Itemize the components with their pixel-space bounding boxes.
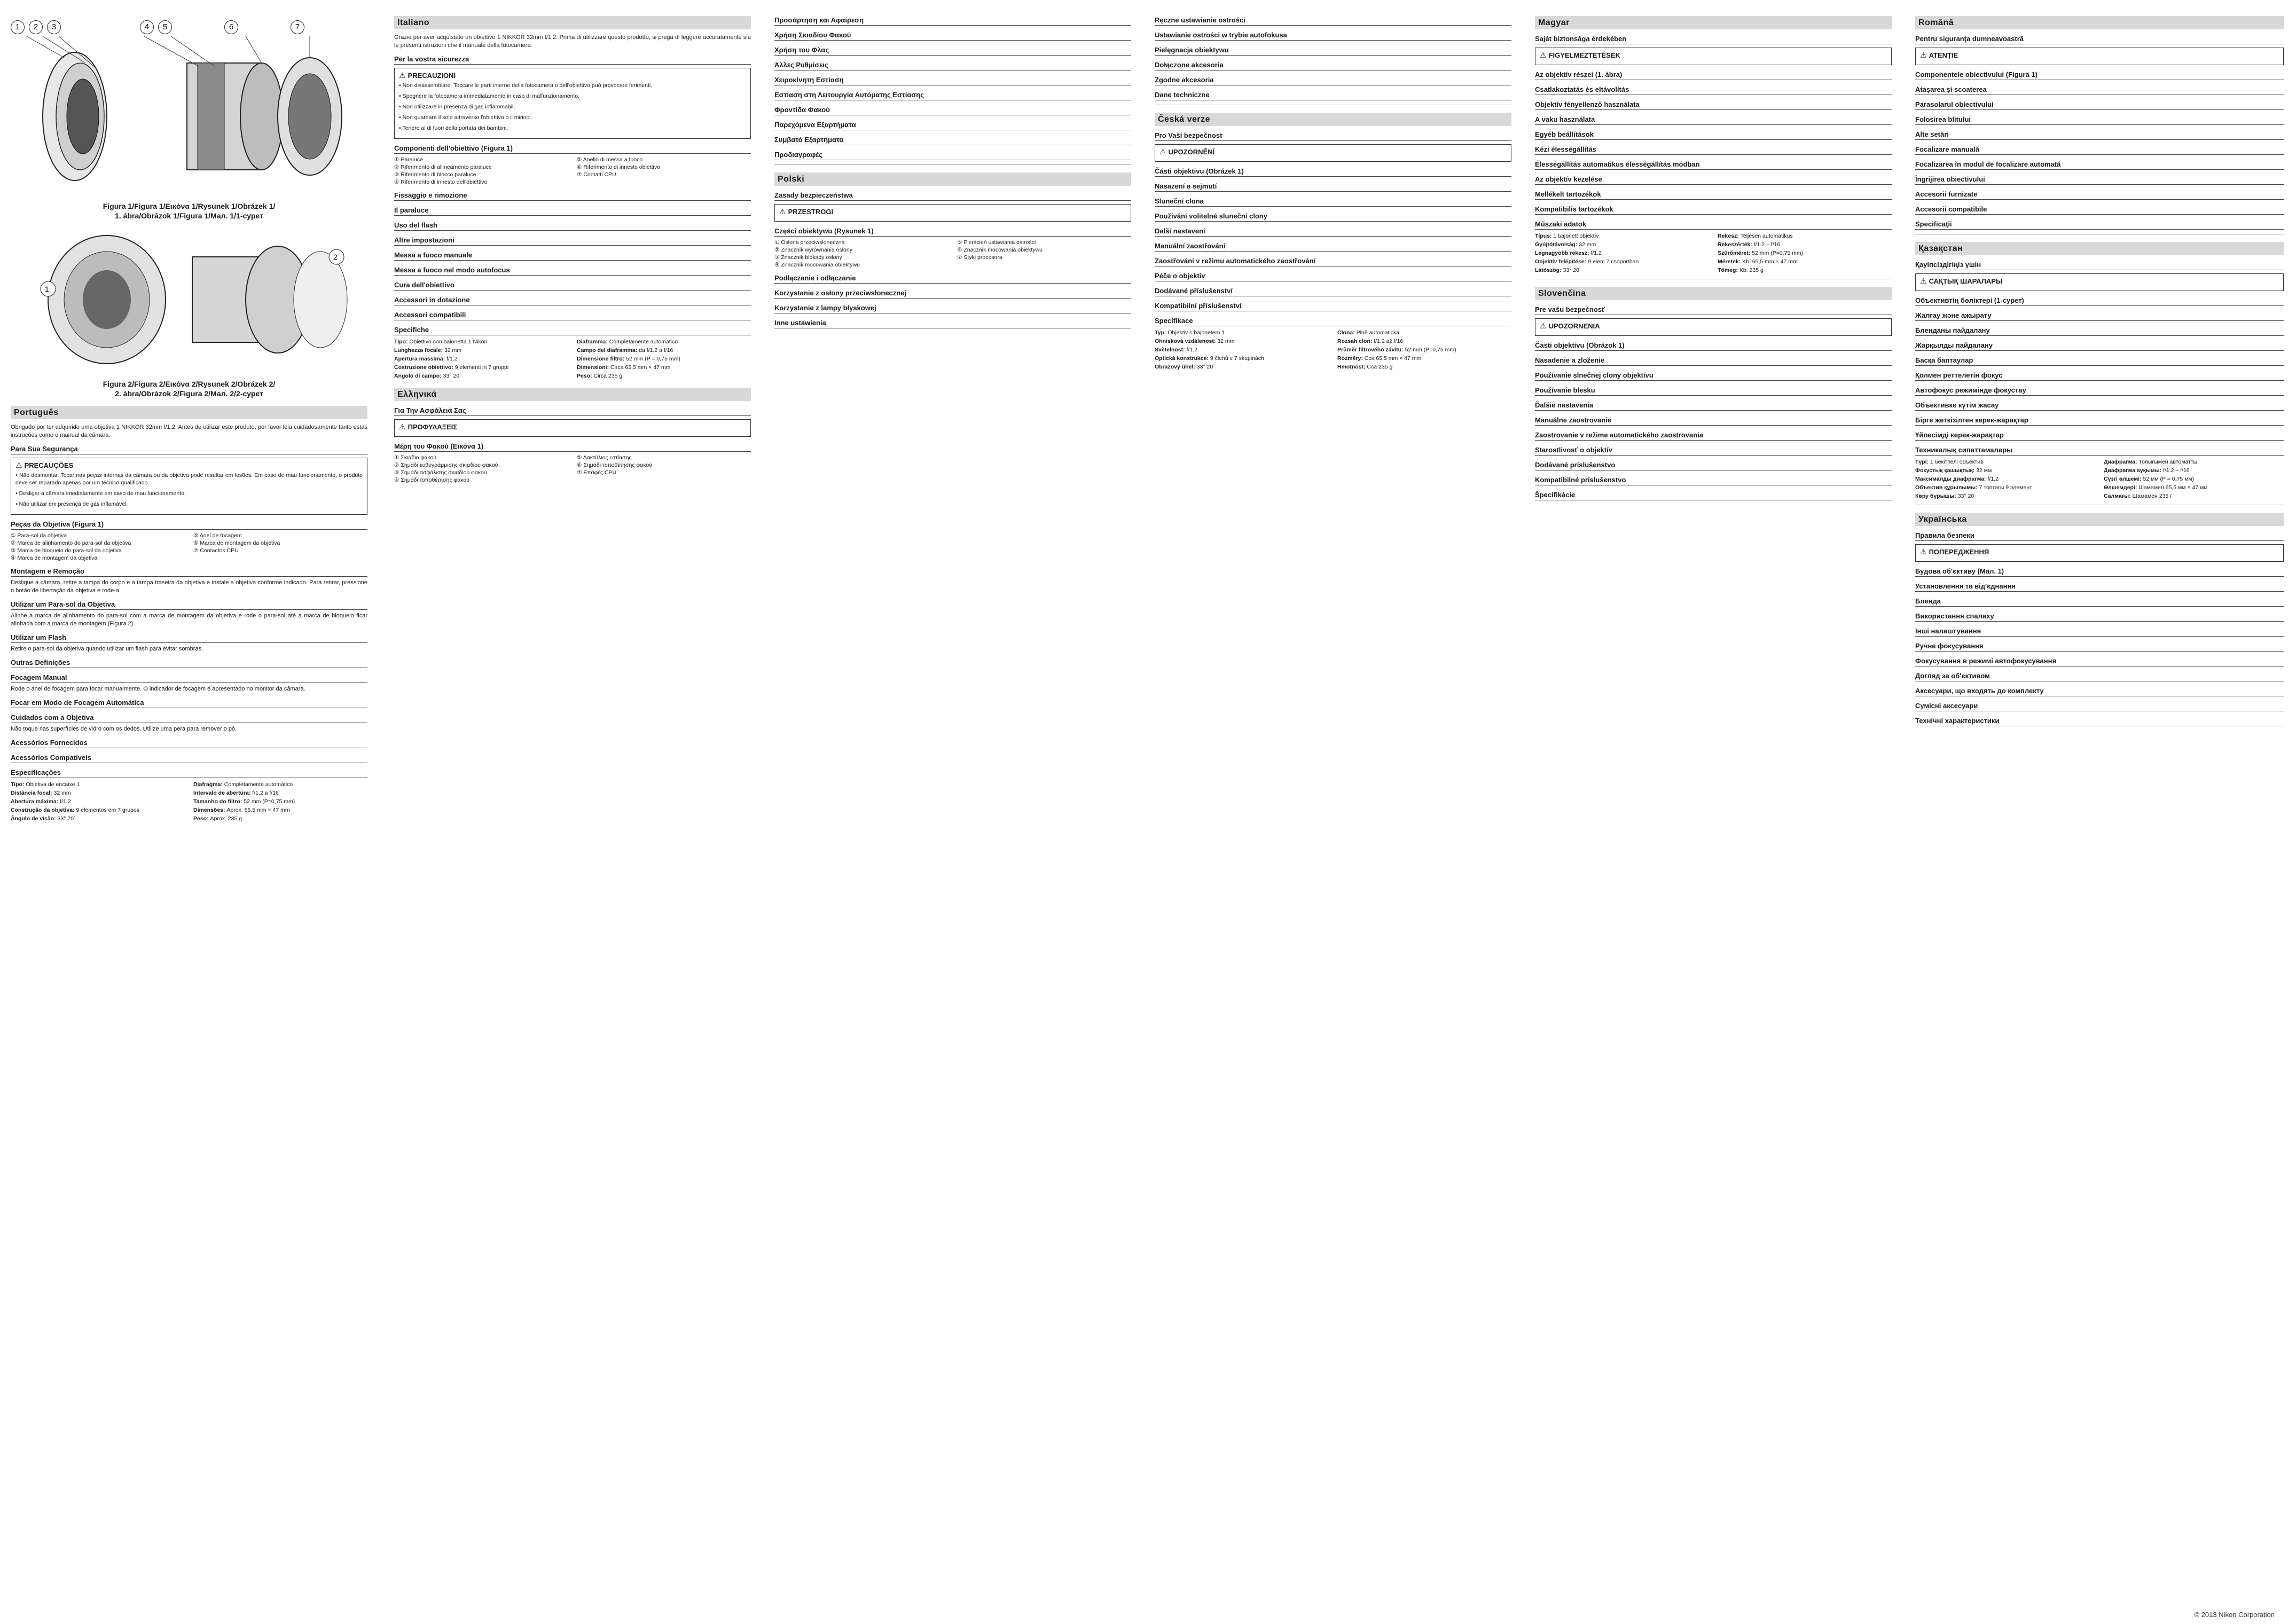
spec-row: Angolo di campo: 33° 20´ — [394, 373, 461, 379]
section-compat: Accessori compatibili — [394, 311, 751, 320]
section-af: Фокусування в режимі автофокусування — [1915, 657, 2284, 666]
warning-icon: ⚠ — [1920, 547, 1927, 556]
section-af: Zaostřování v režimu automatického zaostřování — [1155, 257, 1511, 266]
spec-row: Diafragma: Completamente automático — [193, 781, 293, 788]
spec-table — [1915, 458, 2284, 500]
section-safety: Қауіпсіздігіңіз үшін — [1915, 261, 2284, 270]
spec-table — [394, 338, 751, 380]
spec-row: Abertura máxima: f/1.2 — [11, 798, 71, 805]
spec-row: Көру бұрышы: 33° 20´ — [1915, 493, 1976, 499]
section-safety: Per la vostra sicurezza — [394, 55, 751, 65]
section-supplied: Accesorii furnizate — [1915, 190, 2284, 200]
section-parts: Будова об'єктиву (Мал. 1) — [1915, 567, 2284, 577]
parts-list — [394, 156, 751, 186]
callout-numbers — [11, 20, 367, 34]
callout-2: 2 — [29, 20, 43, 34]
spec-table — [11, 780, 367, 823]
section-parts: Peças da Objetiva (Figura 1) — [11, 520, 367, 530]
warning-icon: ⚠ — [1920, 277, 1927, 285]
section-flash: Utilizar um Flash — [11, 633, 367, 643]
part-1: ① Para-sol da objetiva — [11, 532, 67, 539]
warning-body: • Non guardare il sole attraverso l'obiettivo o il mirino. — [399, 114, 746, 121]
figure-1-caption: Figura 1/Figura 1/Εικόνα 1/Rysunek 1/Obrázek 1/ 1. ábra/Obrázok 1/Figura 1/Мал. 1/1-сурет — [103, 202, 276, 220]
spec-row: Dimensioni: Circa 65,5 mm × 47 mm — [577, 364, 671, 371]
warning-icon: ⚠ — [779, 207, 786, 216]
warning-body: • Non disassemblare. Toccare le parti interne della fotocamera o dell'obiettivo può provocare ferimenti. — [399, 82, 746, 89]
spec-row: Típus: 1 bajonett objektív — [1535, 233, 1599, 239]
section-flash: Χρήση του Φλας — [774, 46, 1131, 56]
section-hood: Il paraluce — [394, 206, 751, 216]
figure-2 — [11, 225, 367, 398]
section-specs: Műszaki adatok — [1535, 220, 1892, 230]
section-specs: Προδιαγραφές — [774, 151, 1131, 160]
spec-row: Rekesz: Teljesen automatikus — [1718, 233, 1793, 239]
spec-row: Intervalo de abertura: f/1.2 a f/16 — [193, 790, 279, 796]
warning-title: FIGYELMEZTETÉSEK — [1548, 51, 1620, 59]
part-6: ⑥ Σημάδι τοποθέτησης φακού — [577, 462, 652, 468]
spec-row: Campo del diaframma: da f/1.2 a f/16 — [577, 347, 673, 354]
section-manual-focus: Focalizare manuală — [1915, 145, 2284, 155]
spec-row: Legnagyobb rekesz: f/1.2 — [1535, 250, 1602, 256]
warning-title: PRZESTROGI — [788, 208, 834, 216]
warning-box — [1915, 48, 2284, 65]
section-other: Alte setări — [1915, 130, 2284, 140]
column-4 — [1155, 16, 1511, 1605]
warning-box — [1535, 48, 1892, 65]
spec-row: Tömeg: Kb. 235 g — [1718, 267, 1764, 273]
section-compat: Kompatibilné príslušenstvo — [1535, 476, 1892, 485]
section-manual-focus: Focagem Manual — [11, 673, 367, 683]
section-compat: Kompatibilis tartozékok — [1535, 205, 1892, 215]
section-af: Focalizarea în modul de focalizare automată — [1915, 160, 2284, 170]
section-parts: Μέρη του Φακού (Εικόνα 1) — [394, 442, 751, 452]
section-specs: Dane techniczne — [1155, 91, 1511, 100]
part-4: ④ Riferimento di innesto dell'obiettivo — [394, 179, 488, 185]
spec-row: Объектив құрылымы: 7 топтағы 9 элемент — [1915, 484, 2032, 491]
callout-6: 6 — [224, 20, 238, 34]
section-compat: Accesorii compatibile — [1915, 205, 2284, 215]
warning-title: ΠΡΟΦΥΛΑΞΕΙΣ — [408, 423, 458, 431]
spec-row: Látószög: 33° 20´ — [1535, 267, 1581, 273]
spec-row: Диафрагма: Толығымен автоматты — [2104, 459, 2198, 465]
part-2: ② Marca de alinhamento do para-sol da objetiva — [11, 540, 131, 546]
warning-title: UPOZORNENIA — [1548, 322, 1600, 330]
section-af: Focar em Modo de Focagem Automática — [11, 699, 367, 708]
spec-row: Dimensione filtro: 52 mm (P = 0,75 mm) — [577, 356, 680, 362]
section-mount: Nasazení a sejmutí — [1155, 182, 1511, 192]
part-2: ② Znacznik wyrównania osłony — [774, 247, 852, 253]
section-compat: Үйлесімді керек-жарақтар — [1915, 431, 2284, 441]
part-5: ⑤ Δακτύλιος εστίασης — [577, 454, 632, 461]
spec-row: Tamanho do filtro: 52 mm (P=0,75 mm) — [193, 798, 295, 805]
section-other: Další nastavení — [1155, 227, 1511, 237]
section-other: Басқа баптаулар — [1915, 356, 2284, 366]
section-compat: Zgodne akcesoria — [1155, 76, 1511, 85]
section-care: Péče o objektiv — [1155, 272, 1511, 281]
spec-row: Tipo: Obiettivo con baionetta 1 Nikon — [394, 339, 488, 345]
section-af: Zaostrovanie v režime automatického zaostrovania — [1535, 431, 1892, 441]
lang-header-ellinika: Ελληνικά — [394, 388, 751, 401]
section-safety: Pro Vaši bezpečnost — [1155, 131, 1511, 141]
spec-row: Dimensões: Aprox. 65,5 mm × 47 mm — [193, 807, 290, 813]
section-care: Φροντίδα Φακού — [774, 106, 1131, 115]
section-flash: Folosirea blitului — [1915, 115, 2284, 125]
warning-body: • Spegnere la fotocamera immediatamente in caso di malfunzionamento. — [399, 92, 746, 100]
section-manual-focus: Manuálne zaostrovanie — [1535, 416, 1892, 426]
section-specs: Технічні характеристики — [1915, 717, 2284, 726]
warning-body: • Tenere al di fuori della portata dei bambini. — [399, 124, 746, 132]
spec-row: Rekeszérték: f/1.2 – f/16 — [1718, 241, 1781, 248]
section-supplied: Παρεχόμενα Εξαρτήματα — [774, 121, 1131, 130]
lang-header-romana: Română — [1915, 16, 2284, 29]
part-3: ③ Marca de bloqueio do para-sol da objetiva — [11, 547, 122, 554]
section-compat: Acessórios Compatíveis — [11, 754, 367, 763]
body-text: Retire o para-sol da objetiva quando utilizar um flash para evitar sombras. — [11, 646, 203, 652]
section-care: Cuidados com a Objetiva — [11, 713, 367, 723]
section-specs: Specifiche — [394, 326, 751, 335]
warning-icon: ⚠ — [1920, 51, 1927, 59]
warning-box — [774, 204, 1131, 222]
section-manual-focus: Қолмен реттелетін фокус — [1915, 371, 2284, 381]
section-compat: Сумісні аксесуари — [1915, 702, 2284, 711]
section-safety: Правила безпеки — [1915, 531, 2284, 541]
section-parts: Części obiektywu (Rysunek 1) — [774, 227, 1131, 237]
section-hood: Бленданы пайдалану — [1915, 326, 2284, 336]
spec-row: Фокустық қашықтық: 32 мм — [1915, 467, 1992, 474]
section-specs: Техникалық сипаттамалары — [1915, 446, 2284, 456]
warning-title: PRECAUZIONI — [408, 72, 456, 80]
section-supplied: Dodávané príslušenstvo — [1535, 461, 1892, 470]
figure-1 — [11, 20, 367, 221]
warning-icon: ⚠ — [1159, 147, 1166, 156]
spec-row: Диафрагма ауқымы: f/1.2 – f/16 — [2104, 467, 2190, 474]
section-compat: Kompatibilní příslušenství — [1155, 302, 1511, 311]
warning-title: UPOZORNĚNÍ — [1168, 148, 1215, 156]
warning-box — [1535, 318, 1892, 336]
spec-row: Ohnisková vzdálenost: 32 mm — [1155, 338, 1235, 344]
part-3: ③ Riferimento di blocco paraluce — [394, 171, 476, 178]
section-hood: Parasolarul obiectivului — [1915, 100, 2284, 110]
callout-5: 5 — [158, 20, 172, 34]
warning-title: ATENŢIE — [1929, 51, 1958, 59]
part-1: ① Paraluce — [394, 156, 423, 163]
part-4: ④ Marca de montagem da objetiva — [11, 555, 98, 561]
section-other: Inne ustawienia — [774, 319, 1131, 328]
warning-title: PRECAUÇÕES — [24, 461, 74, 469]
lang-header-kazakhstan: Қазақстан — [1915, 242, 2284, 255]
section-compat: Συμβατά Εξαρτήματα — [774, 136, 1131, 145]
section-safety: Para Sua Segurança — [11, 445, 367, 454]
spec-row: Costruzione obiettivo: 9 elementi in 7 gruppi — [394, 364, 509, 371]
section-other: Інші налаштування — [1915, 627, 2284, 637]
part-7: ⑦ Contactos CPU — [193, 547, 239, 554]
spec-row: Světelnost: f/1.2 — [1155, 347, 1197, 353]
spec-row: Apertura massima: f/1.2 — [394, 356, 458, 362]
spec-row: Méretek: Kb. 65,5 mm × 47 mm — [1718, 258, 1798, 265]
section-af: Автофокус режимінде фокустау — [1915, 386, 2284, 396]
section-mount: Ataşarea şi scoaterea — [1915, 85, 2284, 95]
section-parts: Časti objektívu (Obrázok 1) — [1535, 341, 1892, 351]
section-supplied: Accessori in dotazione — [394, 296, 751, 305]
lang-header-italiano: Italiano — [394, 16, 751, 29]
part-5: ⑤ Pierścień ustawiania ostrości — [957, 239, 1036, 246]
spec-row: Diaframma: Completamente automatico — [577, 339, 678, 345]
section-parts: Componentele obiectivului (Figura 1) — [1915, 70, 2284, 80]
section-care: Pielęgnacja obiektywu — [1155, 46, 1511, 56]
warning-box — [394, 419, 751, 437]
column-1 — [11, 16, 367, 1605]
parts-list — [11, 532, 367, 562]
callout-7: 7 — [291, 20, 304, 34]
section-supplied: Бірге жеткізілген керек-жарақтар — [1915, 416, 2284, 426]
lang-header-slovencina: Slovenčina — [1535, 287, 1892, 300]
spec-table — [1535, 232, 1892, 274]
svg-text:2: 2 — [333, 253, 338, 261]
section-safety: Για Την Ασφάλειά Σας — [394, 406, 751, 416]
section-supplied: Dołączone akcesoria — [1155, 61, 1511, 70]
section-hood: Sluneční clona — [1155, 197, 1511, 207]
section-mount: Fissaggio e rimozione — [394, 191, 751, 201]
hood-attach-diagram — [11, 225, 363, 374]
spec-row: Сүзгі өлшемі: 52 мм (P = 0,75 мм) — [2104, 476, 2195, 482]
spec-row: Szűrőméret: 52 mm (P=0,75 mm) — [1718, 250, 1804, 256]
section-flash: Používanie blesku — [1535, 386, 1892, 396]
section-mount: Προσάρτηση και Αφαίρεση — [774, 16, 1131, 26]
section-safety: Saját biztonsága érdekében — [1535, 35, 1892, 44]
lang-header-ukrainska: Українська — [1915, 513, 2284, 526]
spec-row: Gyújtótávolság: 32 mm — [1535, 241, 1596, 248]
warning-icon: ⚠ — [1540, 51, 1547, 59]
column-6 — [1915, 16, 2284, 1605]
section-specs: Especificações — [11, 768, 367, 778]
spec-row: Rozsah clon: f/1.2 až f/16 — [1337, 338, 1404, 344]
section-manual-focus: Ручне фокусування — [1915, 642, 2284, 652]
part-2: ② Σημάδι ευθυγράμμισης σκιαδίου φακού — [394, 462, 498, 468]
part-2: ② Riferimento di allineamento paraluce — [394, 164, 492, 170]
section-af: Εστίαση στη Λειτουργία Αυτόματης Εστίασης — [774, 91, 1131, 100]
section-other: Άλλες Ρυθμίσεις — [774, 61, 1131, 70]
section-care: Îngrijirea obiectivului — [1915, 175, 2284, 185]
callout-4: 4 — [140, 20, 154, 34]
section-safety: Zasady bezpieczeństwa — [774, 191, 1131, 201]
callout-1: 1 — [11, 20, 25, 34]
section-care: Объективке күтім жасау — [1915, 401, 2284, 411]
section-supplied: Dodávané příslušenství — [1155, 287, 1511, 296]
part-7: ⑦ Styki procesora — [957, 254, 1002, 261]
section-manual-focus: Kézi élességállítás — [1535, 145, 1892, 155]
section-af: Ustawianie ostrości w trybie autofokusa — [1155, 31, 1511, 41]
spec-table — [1155, 328, 1511, 371]
lang-header-magyar: Magyar — [1535, 16, 1892, 29]
lang-header-polski: Polski — [774, 172, 1131, 186]
spec-row: Optická konstrukce: 9 členů v 7 skupinách — [1155, 355, 1264, 362]
warning-box — [1915, 544, 2284, 562]
spec-row: Průměr filtrového závitu: 52 mm (P=0,75 mm) — [1337, 347, 1456, 353]
warning-icon: ⚠ — [399, 71, 406, 80]
section-safety: Pre vašu bezpečnosť — [1535, 305, 1892, 315]
part-1: ① Σκιάδιο φακού — [394, 454, 437, 461]
section-care: Догляд за об'єктивом — [1915, 672, 2284, 681]
column-2 — [394, 16, 751, 1605]
section-manual-focus: Χειροκίνητη Εστίαση — [774, 76, 1131, 85]
part-4: ④ Znacznik mocowania obiektywu — [774, 262, 860, 268]
part-6: ⑥ Riferimento di innesto obiettivo — [577, 164, 660, 170]
part-4: ④ Σημάδι τοποθέτησης φακού — [394, 477, 469, 483]
section-other: Ďalšie nastavenia — [1535, 401, 1892, 411]
section-mount: Жалғау және ажырату — [1915, 311, 2284, 321]
section-flash: Uso del flash — [394, 221, 751, 231]
section-mount: Csatlakoztatás és eltávolítás — [1535, 85, 1892, 95]
section-other: Egyéb beállítások — [1535, 130, 1892, 140]
section-specs: Specifikace — [1155, 317, 1511, 326]
section-flash: Використання спалаху — [1915, 612, 2284, 622]
part-7: ⑦ Επαφές CPU — [577, 469, 617, 476]
part-3: ③ Σημάδι ασφάλισης σκιαδίου φακού — [394, 469, 487, 476]
column-5 — [1535, 16, 1892, 1605]
lang-header-portugues: Português — [11, 406, 367, 419]
section-other: Outras Definições — [11, 658, 367, 668]
spec-row: Construção da objetiva: 9 elementos em 7 grupos — [11, 807, 140, 813]
spec-row: Түрі: 1 бекітпелі объектив — [1915, 459, 1984, 465]
section-specs: Specificaţii — [1915, 220, 2284, 230]
lens-diagram — [11, 36, 363, 197]
figure-2-caption: Figura 2/Figura 2/Εικόνα 2/Rysunek 2/Obrázek 2/ 2. ábra/Obrázok 2/Figura 2/Мал. 2/2-сурет — [103, 380, 276, 398]
body-text: Desligue a câmara, retire a tampa do corpo e a tampa traseira da objetiva e instale a objetiva conforme indicado. Para retirar, pressione o botão de libertação da objetiva e rode-a. — [11, 579, 367, 594]
section-mount: Установлення та від'єднання — [1915, 582, 2284, 592]
section-flash: Жарқылды пайдалану — [1915, 341, 2284, 351]
warning-box — [1915, 273, 2284, 291]
spec-row: Өлшемдері: Шамамен 65,5 мм × 47 мм — [2104, 484, 2208, 491]
warning-icon: ⚠ — [399, 422, 406, 431]
section-mount: Podłączanie i odłączanie — [774, 274, 1131, 284]
section-mount: Montagem e Remoção — [11, 567, 367, 577]
warning-title: САҚТЫҚ ШАРАЛАРЫ — [1929, 277, 2003, 285]
section-care: Cura dell'obiettivo — [394, 281, 751, 291]
spec-row: Hmotnost: Cca 235 g — [1337, 364, 1393, 370]
section-parts: Části objektivu (Obrázek 1) — [1155, 167, 1511, 177]
part-7: ⑦ Contatti CPU — [577, 171, 616, 178]
section-parts: Объективтің бөліктері (1-сурет) — [1915, 296, 2284, 306]
part-5: ⑤ Anello di messa a fuoco — [577, 156, 643, 163]
part-3: ③ Znacznik blokady osłony — [774, 254, 842, 261]
spec-row: Distância focal: 32 mm — [11, 790, 71, 796]
section-manual-focus: Messa a fuoco manuale — [394, 251, 751, 261]
section-hood: Používanie slnečnej clony objektívu — [1535, 371, 1892, 381]
body-text: Alinhe a marca de alinhamento do para-sol com a marca de montagem da objetiva e rode o para-sol até a marca de bloqueio ficar alinhada com a marca de montagem (Figura 2). — [11, 613, 367, 627]
body-text: Grazie per aver acquistato un obiettivo 1 NIKKOR 32mm f/1.2. Prima di utilizzare questo prodotto, si prega di leggere accuratamente sia le presenti istruzioni che il manuale della fotocamera. — [394, 34, 751, 49]
warning-body-2: • Desligar a câmara imediatamente em caso de mau funcionamento. — [15, 490, 363, 497]
section-safety: Pentru siguranţa dumneavoastră — [1915, 35, 2284, 44]
section-af: Élességállítás automatikus élességállítás módban — [1535, 160, 1892, 170]
section-hood: Korzystanie z osłony przeciwsłonecznej — [774, 289, 1131, 299]
section-manual-focus: Manuální zaostřování — [1155, 242, 1511, 252]
part-6: ⑥ Znacznik mocowania obiektywu — [957, 247, 1043, 253]
callout-3: 3 — [47, 20, 61, 34]
column-3 — [774, 16, 1131, 1605]
section-af: Messa a fuoco nel modo autofocus — [394, 266, 751, 276]
spec-row: Obrazový úhel: 33° 20´ — [1155, 364, 1215, 370]
section-flash: Korzystanie z lampy błyskowej — [774, 304, 1131, 313]
copyright-footer: © 2013 Nikon Corporation — [2194, 1611, 2275, 1619]
spec-row: Lunghezza focale: 32 mm — [394, 347, 462, 354]
warning-box — [394, 68, 751, 139]
warning-body: • Não desmontar. Tocar nas peças internas da câmara ou da objetiva pode resultar em lesões. Em caso de mau funcionamento, o produto deve ser reparado apenas por um técnico qualificado. — [15, 472, 363, 487]
warning-box — [1155, 144, 1511, 162]
section-hood: Objektív fényellenző használata — [1535, 100, 1892, 110]
lang-header-cestina: Česká verze — [1155, 113, 1511, 126]
section-hood: Χρήση Σκιαδίου Φακού — [774, 31, 1131, 41]
section-other: Altre impostazioni — [394, 236, 751, 246]
section-supplied: Mellékelt tartozékok — [1535, 190, 1892, 200]
warning-box — [11, 458, 367, 515]
section-care: Az objektív kezelése — [1535, 175, 1892, 185]
svg-text:1: 1 — [45, 285, 49, 293]
spec-row: Tipo: Objetiva de encaixe 1 — [11, 781, 80, 788]
warning-body-3: • Não utilizar em presença de gás inflamável. — [15, 500, 363, 508]
intro-text: Obrigado por ter adquirido uma objetiva 1 NIKKOR 32mm f/1.2. Antes de utilizar este produto, por favor leia cuidadosamente tanto estas instruções como o manual da câmara. — [11, 424, 367, 438]
spec-row: Салмағы: Шамамен 235 г — [2104, 493, 2173, 499]
spec-row: Ângulo de visão: 33° 20´ — [11, 815, 76, 822]
section-hood: Utilizar um Para-sol da Objetiva — [11, 600, 367, 610]
section-flash: A vaku használata — [1535, 115, 1892, 125]
section-flash: Používání volitelné sluneční clony — [1155, 212, 1511, 222]
spec-row: Peso: Aprox. 235 g — [193, 815, 242, 822]
section-parts: Az objektív részei (1. ábra) — [1535, 70, 1892, 80]
warning-icon: ⚠ — [15, 461, 22, 469]
section-mount: Nasadenie a zloženie — [1535, 356, 1892, 366]
part-5: ⑤ Anel de focagem — [193, 532, 242, 539]
section-hood: Бленда — [1915, 597, 2284, 607]
spec-row: Typ: Objektiv s bajonetem 1 — [1155, 329, 1225, 336]
section-manual-focus: Ręczne ustawianie ostrości — [1155, 16, 1511, 26]
section-specs: Špecifikácie — [1535, 491, 1892, 500]
body-text: Não toque nas superfícies de vidro com os dedos. Utilize uma pera para remover o pó. — [11, 726, 237, 732]
warning-body: • Non utilizzare in presenza di gas infiammabili. — [399, 103, 746, 111]
parts-list — [394, 454, 751, 484]
section-parts: Componenti dell'obiettivo (Figura 1) — [394, 144, 751, 154]
body-text: Rode o anel de focagem para focar manualmente. O indicador de focagem é apresentado no monitor da câmara. — [11, 686, 305, 692]
section-supplied: Acessórios Fornecidos — [11, 739, 367, 748]
part-6: ⑥ Marca de montagem da objetiva — [193, 540, 280, 546]
spec-row: Clona: Plně automatická — [1337, 329, 1400, 336]
spec-row: Максималды диафрагма: f/1.2 — [1915, 476, 1999, 482]
part-1: ① Osłona przeciwsłoneczna — [774, 239, 845, 246]
spec-row: Peso: Circa 235 g — [577, 373, 623, 379]
section-care: Starostlivosť o objektív — [1535, 446, 1892, 456]
spec-row: Objektív felépítése: 9 elem 7 csoportban — [1535, 258, 1639, 265]
warning-title: ПОПЕРЕДЖЕННЯ — [1929, 548, 1989, 556]
warning-icon: ⚠ — [1540, 321, 1547, 330]
parts-list — [774, 239, 1131, 269]
spec-row: Rozměry: Cca 65,5 mm × 47 mm — [1337, 355, 1422, 362]
section-supplied: Аксесуари, що входять до комплекту — [1915, 687, 2284, 696]
